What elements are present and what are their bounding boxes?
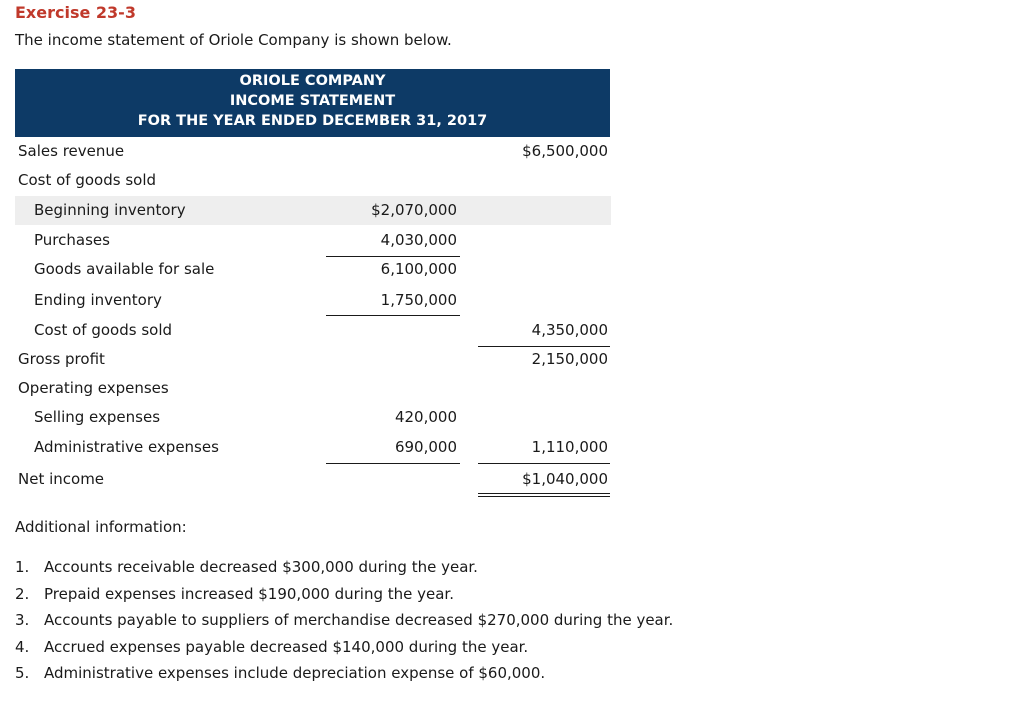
- row-label: Purchases: [34, 231, 110, 249]
- additional-info-heading: Additional information:: [15, 518, 187, 536]
- item-text: Administrative expenses include depreciation expense of $60,000.: [44, 664, 546, 682]
- amount-col1: 4,030,000: [380, 231, 457, 249]
- amount-col2: $6,500,000: [522, 142, 608, 160]
- row-label: Ending inventory: [34, 291, 162, 309]
- amount-col1: $2,070,000: [371, 201, 457, 219]
- item-text: Accrued expenses payable decreased $140,000 during the year.: [44, 637, 529, 656]
- subtotal-rule: [478, 346, 610, 347]
- row-administrative-expenses: [15, 433, 611, 462]
- row-label: Operating expenses: [18, 379, 169, 397]
- intro-text: The income statement of Oriole Company is shown below.: [15, 31, 452, 49]
- double-rule-bottom: [478, 496, 610, 497]
- statement-period: FOR THE YEAR ENDED DECEMBER 31, 2017: [137, 113, 488, 129]
- item-number: 5.: [15, 664, 30, 682]
- item-text: Accounts receivable decreased $300,000 during the year.: [44, 558, 478, 576]
- statement-title: INCOME STATEMENT: [229, 93, 396, 109]
- subtotal-rule: [478, 463, 610, 464]
- row-label: Cost of goods sold: [34, 321, 173, 339]
- list-item: [15, 610, 673, 637]
- item-text: Prepaid expenses increased $190,000 during the year.: [44, 584, 454, 603]
- amount-col2: $1,040,000: [522, 470, 608, 488]
- amount-col1: 6,100,000: [380, 260, 457, 278]
- row-cost-of-goods-sold-heading: [15, 166, 611, 195]
- item-text: Accounts payable to suppliers of merchandise decreased $270,000 during the year.: [44, 611, 674, 629]
- row-label: Beginning inventory: [34, 201, 186, 219]
- statement-header: [15, 69, 610, 137]
- item-number: 3.: [15, 611, 30, 629]
- row-label: Selling expenses: [34, 408, 161, 426]
- list-item: [15, 663, 673, 690]
- amount-col1: 420,000: [394, 408, 457, 426]
- row-ending-inventory: [15, 286, 611, 315]
- list-item: [15, 637, 673, 664]
- item-number: 4.: [15, 637, 30, 656]
- subtotal-rule: [326, 463, 460, 464]
- row-label: Administrative expenses: [34, 438, 219, 456]
- row-label: Cost of goods sold: [18, 171, 157, 189]
- subtotal-rule: [326, 256, 460, 257]
- company-name: ORIOLE COMPANY: [239, 73, 386, 89]
- item-number: 1.: [15, 558, 30, 576]
- list-item: [15, 584, 673, 611]
- row-selling-expenses: [15, 403, 611, 432]
- row-label: Goods available for sale: [34, 260, 215, 278]
- amount-col1: 690,000: [394, 438, 457, 456]
- row-sales-revenue: [15, 137, 611, 166]
- row-beginning-inventory: [15, 196, 611, 225]
- row-operating-expenses: [15, 374, 611, 403]
- amount-col2: 1,110,000: [531, 438, 608, 456]
- amount-col2: 2,150,000: [531, 350, 608, 368]
- row-cost-of-goods-sold-total: [15, 316, 611, 345]
- list-item: [15, 557, 673, 584]
- amount-col1: 1,750,000: [380, 291, 457, 309]
- row-label: Net income: [18, 470, 105, 488]
- row-goods-available: [15, 255, 611, 284]
- row-purchases: [15, 226, 611, 255]
- item-number: 2.: [15, 584, 30, 603]
- amount-col2: 4,350,000: [531, 321, 608, 339]
- exercise-title: Exercise 23-3: [15, 3, 136, 22]
- double-rule-top: [478, 493, 610, 494]
- subtotal-rule: [326, 315, 460, 316]
- additional-info-list: [15, 557, 673, 690]
- row-label: Sales revenue: [18, 142, 125, 160]
- row-label: Gross profit: [18, 350, 105, 368]
- row-gross-profit: [15, 345, 611, 374]
- row-net-income: [15, 465, 611, 494]
